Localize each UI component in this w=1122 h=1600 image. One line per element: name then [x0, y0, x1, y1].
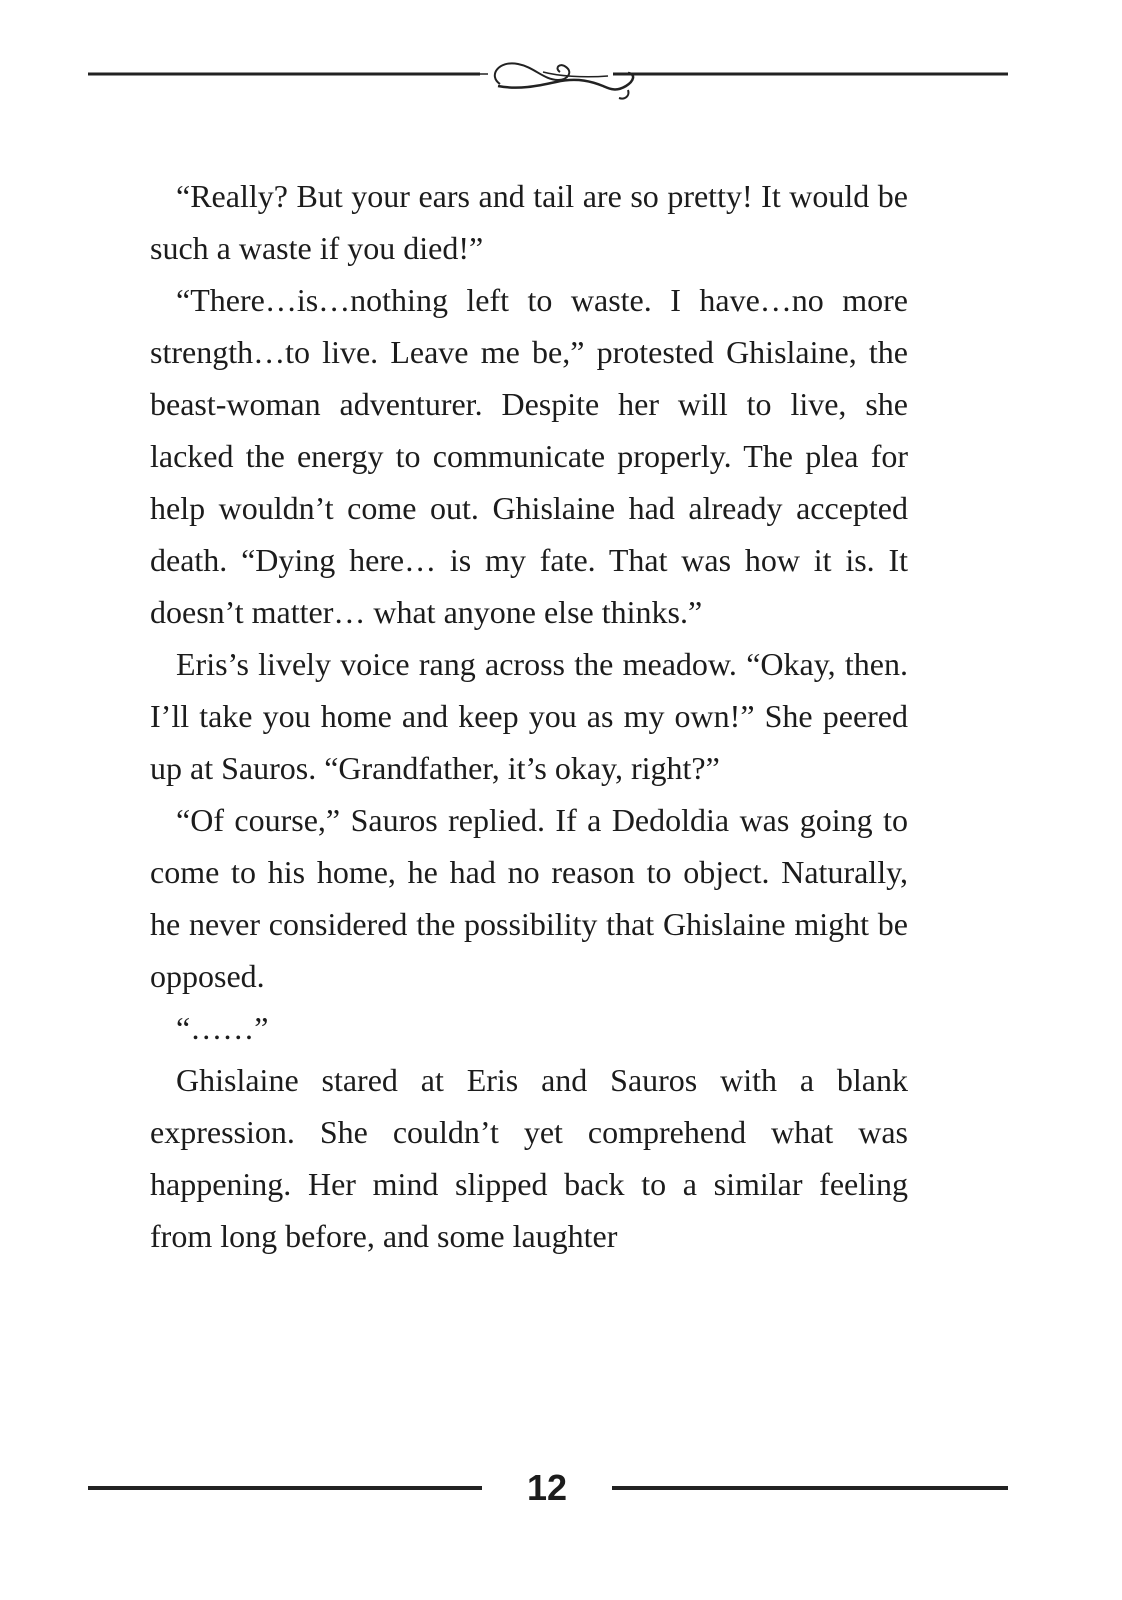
paragraph: “……”	[176, 1010, 269, 1046]
paragraph: “There…is…nothing left to waste. I have…no more strength…to live. Leave me be,” protested Ghislaine, the beast-woman adventurer. Despite her will to live, she lacked the energy to communicate properly. The plea for help wouldn’t come out. Ghislaine had already accepted death. “Dying here… is my fate. That was how it is. It doesn’t matter… what anyone else thinks.”	[150, 282, 908, 630]
flourish-divider-icon	[88, 46, 1008, 106]
paragraph: “Really? But your ears and tail are so pretty! It would be such a waste if you died!”	[150, 178, 908, 266]
footer-rule	[88, 1486, 482, 1490]
paragraph: “Of course,” Sauros replied. If a Dedoldia was going to come to his home, he had no reason to object. Naturally, he never considered the possibility that Ghislaine might be opposed.	[150, 802, 908, 994]
paragraph: Eris’s lively voice rang across the meadow. “Okay, then. I’ll take you home and keep you as my own!” She peered up at Sauros. “Grandfather, it’s okay, right?”	[150, 646, 908, 786]
footer-rule	[612, 1486, 1008, 1490]
page-footer	[0, 1460, 1122, 1520]
body-text	[150, 170, 908, 1262]
paragraph: Ghislaine stared at Eris and Sauros with a blank expression. She couldn’t yet comprehend what was happening. Her mind slipped back to a similar feeling from long before, and some laughter	[150, 1062, 908, 1254]
page-number: 12	[526, 1467, 568, 1508]
